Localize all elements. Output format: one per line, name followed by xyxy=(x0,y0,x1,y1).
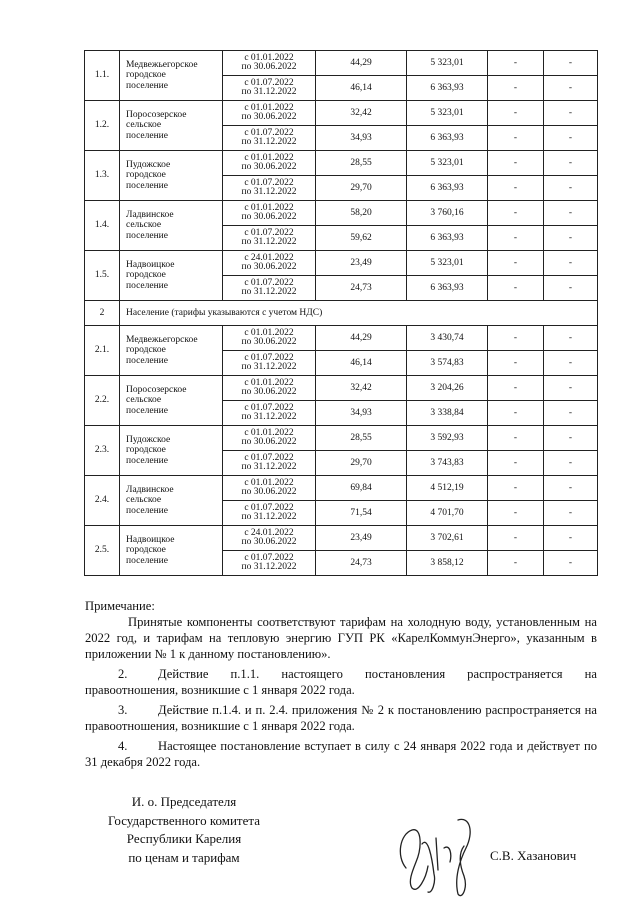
period-cell xyxy=(223,426,316,451)
cold-water-component: 58,20 xyxy=(316,201,407,226)
settlement-name-line: Медвежьегорское xyxy=(126,334,198,345)
period-cell xyxy=(223,476,316,501)
period-cell xyxy=(223,176,316,201)
period-to: по 31.12.2022 xyxy=(241,462,297,472)
signatory-title-line: И. о. Председателя xyxy=(131,794,237,809)
period-cell xyxy=(223,276,316,301)
heat-energy-component: 3 574,83 xyxy=(407,351,488,376)
heat-energy-component: 5 323,01 xyxy=(407,251,488,276)
period-cell xyxy=(223,526,316,551)
clause-3 xyxy=(85,702,597,734)
heat-energy-component: 3 592,93 xyxy=(407,426,488,451)
heat-energy-component: 3 338,84 xyxy=(407,401,488,426)
row-number: 1.1. xyxy=(85,51,120,101)
settlement-name xyxy=(120,526,223,576)
period-to: по 31.12.2022 xyxy=(241,87,297,97)
period-from: с 01.07.2022 xyxy=(244,502,294,513)
settlement-name-line: городское xyxy=(126,270,166,281)
row-number: 1.2. xyxy=(85,101,120,151)
settlement-name-line: поселение xyxy=(126,555,168,566)
empty-value: - xyxy=(488,251,544,276)
period-from: с 01.07.2022 xyxy=(244,227,294,238)
cold-water-component: 32,42 xyxy=(316,376,407,401)
period-to: по 31.12.2022 xyxy=(241,237,297,247)
period-to: по 31.12.2022 xyxy=(241,362,297,372)
empty-value: - xyxy=(544,476,598,501)
handwritten-signature-icon xyxy=(392,808,482,900)
empty-value: - xyxy=(488,551,544,576)
tariff-table xyxy=(84,50,598,576)
heat-energy-component: 6 363,93 xyxy=(407,126,488,151)
period-cell xyxy=(223,326,316,351)
cold-water-component: 44,29 xyxy=(316,51,407,76)
period-cell xyxy=(223,401,316,426)
signatory-title-line: Республики Карелия xyxy=(126,831,242,846)
period-cell xyxy=(223,226,316,251)
signatory-title xyxy=(84,793,284,867)
table-row xyxy=(85,151,598,176)
heat-energy-component: 6 363,93 xyxy=(407,176,488,201)
period-cell xyxy=(223,201,316,226)
table-row xyxy=(85,476,598,501)
settlement-name-line: городское xyxy=(126,545,166,556)
cold-water-component: 24,73 xyxy=(316,551,407,576)
clause-text: Действие п.1.1. настоящего постановления распространяется на правоотношения, возникшие с 1 января 2022 года. xyxy=(85,667,597,697)
settlement-name-line: поселение xyxy=(126,80,168,91)
empty-value: - xyxy=(544,251,598,276)
period-to: по 30.06.2022 xyxy=(241,437,297,447)
empty-value: - xyxy=(488,451,544,476)
empty-value: - xyxy=(544,551,598,576)
section-title: Население (тарифы указываются с учетом НДС) xyxy=(120,301,598,326)
heat-energy-component: 5 323,01 xyxy=(407,51,488,76)
table-row xyxy=(85,251,598,276)
settlement-name-line: Медвежьегорское xyxy=(126,59,198,70)
empty-value: - xyxy=(488,101,544,126)
period-from: с 01.01.2022 xyxy=(244,377,294,388)
settlement-name-line: Надвоицкое xyxy=(126,534,175,545)
table-row xyxy=(85,376,598,401)
period-from: с 01.07.2022 xyxy=(244,352,294,363)
period-to: по 31.12.2022 xyxy=(241,287,297,297)
period-cell xyxy=(223,151,316,176)
settlement-name-line: сельское xyxy=(126,220,162,231)
signatory-name: С.В. Хазанович xyxy=(490,848,577,863)
cold-water-component: 46,14 xyxy=(316,351,407,376)
heat-energy-component: 6 363,93 xyxy=(407,226,488,251)
settlement-name-line: сельское xyxy=(126,120,162,131)
settlement-name-line: сельское xyxy=(126,495,162,506)
period-cell xyxy=(223,76,316,101)
empty-value: - xyxy=(544,501,598,526)
period-from: с 01.01.2022 xyxy=(244,477,294,488)
clause-2 xyxy=(85,666,597,698)
period-to: по 31.12.2022 xyxy=(241,187,297,197)
period-cell xyxy=(223,126,316,151)
notes-block xyxy=(85,598,597,770)
section-row xyxy=(85,301,598,326)
period-cell xyxy=(223,376,316,401)
empty-value: - xyxy=(488,226,544,251)
empty-value: - xyxy=(544,401,598,426)
period-from: с 01.01.2022 xyxy=(244,427,294,438)
empty-value: - xyxy=(544,426,598,451)
settlement-name-line: Пудожское xyxy=(126,434,171,445)
row-number: 1.3. xyxy=(85,151,120,201)
period-to: по 30.06.2022 xyxy=(241,212,297,222)
empty-value: - xyxy=(488,326,544,351)
empty-value: - xyxy=(544,101,598,126)
table-row xyxy=(85,326,598,351)
cold-water-component: 34,93 xyxy=(316,401,407,426)
clause-number: 3. xyxy=(118,703,128,717)
cold-water-component: 34,93 xyxy=(316,126,407,151)
settlement-name xyxy=(120,101,223,151)
empty-value: - xyxy=(488,76,544,101)
period-to: по 31.12.2022 xyxy=(241,137,297,147)
cold-water-component: 24,73 xyxy=(316,276,407,301)
clause-number: 4. xyxy=(118,739,128,753)
period-from: с 01.01.2022 xyxy=(244,327,294,338)
heat-energy-component: 3 204,26 xyxy=(407,376,488,401)
empty-value: - xyxy=(544,326,598,351)
signatory-title-line: по ценам и тарифам xyxy=(128,849,240,865)
heat-energy-component: 6 363,93 xyxy=(407,76,488,101)
settlement-name-line: Ладвинское xyxy=(126,209,174,220)
row-number: 2.5. xyxy=(85,526,120,576)
cold-water-component: 69,84 xyxy=(316,476,407,501)
empty-value: - xyxy=(544,226,598,251)
settlement-name-line: Надвоицкое xyxy=(126,259,175,270)
empty-value: - xyxy=(544,376,598,401)
empty-value: - xyxy=(488,126,544,151)
period-from: с 01.07.2022 xyxy=(244,452,294,463)
settlement-name-line: поселение xyxy=(126,355,168,366)
settlement-name-line: поселение xyxy=(126,230,168,241)
period-from: с 01.07.2022 xyxy=(244,402,294,413)
cold-water-component: 46,14 xyxy=(316,76,407,101)
period-from: с 01.07.2022 xyxy=(244,127,294,138)
settlement-name-line: поселение xyxy=(126,455,168,466)
table-row xyxy=(85,526,598,551)
clause-text: Действие п.1.4. и п. 2.4. приложения № 2 к постановлению распространяется на правоотношения, возникшие с 1 января 2022 года. xyxy=(85,703,597,733)
cold-water-component: 28,55 xyxy=(316,426,407,451)
period-cell xyxy=(223,101,316,126)
clause-text: Настоящее постановление вступает в силу с 24 января 2022 года и действует по 31 декабря 2022 года. xyxy=(85,739,597,769)
period-from: с 24.01.2022 xyxy=(244,527,294,538)
row-number: 2 xyxy=(85,301,120,326)
row-number: 2.3. xyxy=(85,426,120,476)
cold-water-component: 29,70 xyxy=(316,451,407,476)
note-text: Принятые компоненты соответствуют тарифам на холодную воду, установленным на 2022 год, и тарифам на тепловую энергию ГУП РК «КарелКоммунЭнерго», указанным в приложении № 1 к данному постановлению». xyxy=(85,615,597,661)
table-row xyxy=(85,101,598,126)
heat-energy-component: 5 323,01 xyxy=(407,101,488,126)
heat-energy-component: 4 701,70 xyxy=(407,501,488,526)
heat-energy-component: 3 760,16 xyxy=(407,201,488,226)
empty-value: - xyxy=(488,351,544,376)
empty-value: - xyxy=(488,51,544,76)
empty-value: - xyxy=(488,501,544,526)
period-cell xyxy=(223,501,316,526)
period-from: с 01.07.2022 xyxy=(244,277,294,288)
heat-energy-component: 5 323,01 xyxy=(407,151,488,176)
period-cell xyxy=(223,551,316,576)
settlement-name-line: городское xyxy=(126,70,166,81)
settlement-name-line: городское xyxy=(126,445,166,456)
heat-energy-component: 4 512,19 xyxy=(407,476,488,501)
settlement-name-line: Ладвинское xyxy=(126,484,174,495)
period-to: по 30.06.2022 xyxy=(241,112,297,122)
empty-value: - xyxy=(488,276,544,301)
note-title: Примечание: xyxy=(85,599,155,613)
empty-value: - xyxy=(544,526,598,551)
period-to: по 30.06.2022 xyxy=(241,537,297,547)
empty-value: - xyxy=(544,201,598,226)
row-number: 1.4. xyxy=(85,201,120,251)
settlement-name xyxy=(120,426,223,476)
empty-value: - xyxy=(488,151,544,176)
period-cell xyxy=(223,451,316,476)
period-to: по 30.06.2022 xyxy=(241,62,297,72)
period-from: с 01.01.2022 xyxy=(244,202,294,213)
table-row xyxy=(85,201,598,226)
empty-value: - xyxy=(544,151,598,176)
empty-value: - xyxy=(488,376,544,401)
clause-number: 2. xyxy=(118,667,128,681)
settlement-name-line: Поросозерское xyxy=(126,384,187,395)
settlement-name xyxy=(120,201,223,251)
empty-value: - xyxy=(544,126,598,151)
empty-value: - xyxy=(544,451,598,476)
row-number: 2.4. xyxy=(85,476,120,526)
table-row xyxy=(85,426,598,451)
heat-energy-component: 6 363,93 xyxy=(407,276,488,301)
empty-value: - xyxy=(488,401,544,426)
settlement-name xyxy=(120,51,223,101)
row-number: 2.1. xyxy=(85,326,120,376)
settlement-name xyxy=(120,376,223,426)
table-row xyxy=(85,51,598,76)
cold-water-component: 23,49 xyxy=(316,251,407,276)
settlement-name-line: городское xyxy=(126,345,166,356)
empty-value: - xyxy=(544,276,598,301)
empty-value: - xyxy=(488,201,544,226)
settlement-name-line: поселение xyxy=(126,280,168,291)
period-from: с 01.07.2022 xyxy=(244,552,294,563)
settlement-name-line: Поросозерское xyxy=(126,109,187,120)
tariff-table-body xyxy=(85,51,598,576)
cold-water-component: 44,29 xyxy=(316,326,407,351)
empty-value: - xyxy=(544,351,598,376)
heat-energy-component: 3 702,61 xyxy=(407,526,488,551)
cold-water-component: 29,70 xyxy=(316,176,407,201)
period-from: с 01.07.2022 xyxy=(244,77,294,88)
period-cell xyxy=(223,51,316,76)
period-to: по 31.12.2022 xyxy=(241,562,297,572)
period-to: по 30.06.2022 xyxy=(241,262,297,272)
signatory-title-line: Государственного комитета xyxy=(108,812,260,828)
empty-value: - xyxy=(488,526,544,551)
empty-value: - xyxy=(544,76,598,101)
cold-water-component: 59,62 xyxy=(316,226,407,251)
settlement-name-line: сельское xyxy=(126,395,162,406)
clause-4 xyxy=(85,738,597,770)
empty-value: - xyxy=(544,176,598,201)
period-to: по 30.06.2022 xyxy=(241,162,297,172)
heat-energy-component: 3 743,83 xyxy=(407,451,488,476)
row-number: 1.5. xyxy=(85,251,120,301)
cold-water-component: 28,55 xyxy=(316,151,407,176)
heat-energy-component: 3 430,74 xyxy=(407,326,488,351)
settlement-name-line: поселение xyxy=(126,180,168,191)
heat-energy-component: 3 858,12 xyxy=(407,551,488,576)
settlement-name-line: Пудожское xyxy=(126,159,171,170)
period-from: с 01.01.2022 xyxy=(244,102,294,113)
period-from: с 24.01.2022 xyxy=(244,252,294,263)
settlement-name xyxy=(120,251,223,301)
settlement-name xyxy=(120,151,223,201)
settlement-name-line: поселение xyxy=(126,405,168,416)
settlement-name xyxy=(120,476,223,526)
settlement-name-line: поселение xyxy=(126,505,168,516)
period-to: по 31.12.2022 xyxy=(241,412,297,422)
empty-value: - xyxy=(488,476,544,501)
period-cell xyxy=(223,351,316,376)
settlement-name xyxy=(120,326,223,376)
period-from: с 01.07.2022 xyxy=(244,177,294,188)
settlement-name-line: городское xyxy=(126,170,166,181)
cold-water-component: 23,49 xyxy=(316,526,407,551)
settlement-name-line: поселение xyxy=(126,130,168,141)
period-to: по 31.12.2022 xyxy=(241,512,297,522)
empty-value: - xyxy=(544,51,598,76)
period-from: с 01.01.2022 xyxy=(244,152,294,163)
empty-value: - xyxy=(488,426,544,451)
period-to: по 30.06.2022 xyxy=(241,387,297,397)
period-to: по 30.06.2022 xyxy=(241,487,297,497)
period-from: с 01.01.2022 xyxy=(244,52,294,63)
row-number: 2.2. xyxy=(85,376,120,426)
empty-value: - xyxy=(488,176,544,201)
period-cell xyxy=(223,251,316,276)
cold-water-component: 32,42 xyxy=(316,101,407,126)
cold-water-component: 71,54 xyxy=(316,501,407,526)
period-to: по 30.06.2022 xyxy=(241,337,297,347)
